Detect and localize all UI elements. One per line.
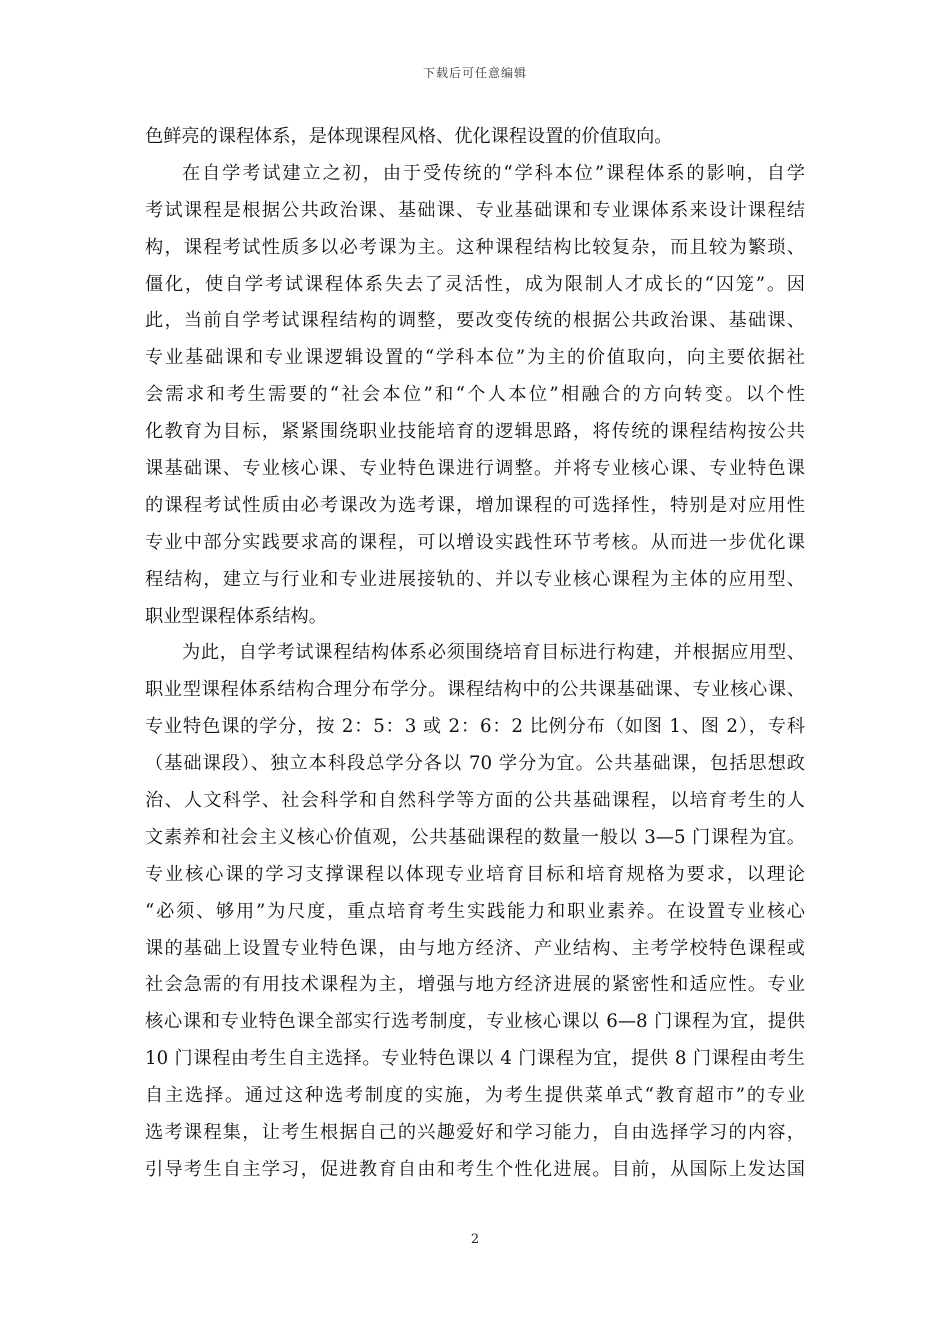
text-line: 课基础课、专业核心课、专业特色课进行调整。并将专业核心课、专业特色课	[145, 458, 805, 480]
text-line: 职业型课程体系结构。	[145, 605, 327, 627]
text-line: 选考课程集，让考生根据自己的兴趣爱好和学习能力，自由选择学习的内容，	[145, 1122, 805, 1144]
text-line: 课的基础上设置专业特色课，由与地方经济、产业结构、主考学校特色课程或	[145, 937, 805, 959]
text-line: 的课程考试性质由必考课改为选考课，增加课程的可选择性，特别是对应用性	[145, 494, 805, 516]
text-line: 此，当前自学考试课程结构的调整，要改变传统的根据公共政治课、基础课、	[145, 310, 805, 332]
text-line: 专业基础课和专业课逻辑设置的“学科本位”为主的价值取向，向主要依据社	[145, 347, 805, 369]
text-line: 色鲜亮的课程体系，是体现课程风格、优化课程设置的价值取向。	[145, 126, 673, 147]
text-line: 治、人文科学、社会科学和自然科学等方面的公共基础课程，以培育考生的人	[145, 790, 805, 812]
paragraph-first-line: 在自学考试建立之初，由于受传统的“学科本位”课程体系的影响，自学	[182, 162, 805, 184]
text-line: （基础课段）、独立本科段总学分各以 70 学分为宜。公共基础课，包括思想政	[145, 753, 805, 775]
document-body	[145, 119, 805, 1189]
page-header: 下载后可任意编辑	[422, 66, 527, 80]
text-line: 核心课和专业特色课全部实行选考制度，专业核心课以 6—8 门课程为宜，提供	[145, 1011, 805, 1033]
text-line: 构，课程考试性质多以必考课为主。这种课程结构比较复杂，而且较为繁琐、	[145, 236, 805, 258]
text-line: “必须、够用”为尺度，重点培育考生实践能力和职业素养。在设置专业核心	[145, 900, 805, 922]
text-line: 专业中部分实践要求高的课程，可以增设实践性环节考核。从而进一步优化课	[145, 531, 805, 553]
text-line: 引导考生自主学习，促进教育自由和考生个性化进展。目前，从国际上发达国	[145, 1158, 805, 1180]
text-line: 会需求和考生需要的“社会本位”和“个人本位”相融合的方向转变。以个性	[145, 384, 805, 406]
paragraph-first-line: 为此，自学考试课程结构体系必须围绕培育目标进行构建，并根据应用型、	[182, 642, 805, 664]
text-line: 专业特色课的学分，按 2：5：3 或 2：6：2 比例分布（如图 1、图 2），专科	[145, 716, 805, 738]
text-line: 化教育为目标，紧紧围绕职业技能培育的逻辑思路，将传统的课程结构按公共	[145, 421, 805, 443]
page-number: 2	[470, 1232, 480, 1247]
text-line: 僵化，使自学考试课程体系失去了灵活性，成为限制人才成长的“囚笼”。因	[145, 273, 805, 295]
text-line: 文素养和社会主义核心价值观，公共基础课程的数量一般以 3—5 门课程为宜。	[145, 826, 805, 848]
text-line: 社会急需的有用技术课程为主，增强与地方经济进展的紧密性和适应性。专业	[145, 974, 805, 996]
text-line: 自主选择。通过这种选考制度的实施，为考生提供菜单式“教育超市”的专业	[145, 1085, 805, 1107]
text-line: 考试课程是根据公共政治课、基础课、专业基础课和专业课体系来设计课程结	[145, 199, 805, 221]
text-line: 专业核心课的学习支撑课程以体现专业培育目标和培育规格为要求，以理论	[145, 863, 805, 885]
text-line: 10 门课程由考生自主选择。专业特色课以 4 门课程为宜，提供 8 门课程由考生	[145, 1048, 805, 1070]
text-line: 程结构，建立与行业和专业进展接轨的、并以专业核心课程为主体的应用型、	[145, 568, 805, 590]
text-line: 职业型课程体系结构合理分布学分。课程结构中的公共课基础课、专业核心课、	[145, 679, 805, 701]
